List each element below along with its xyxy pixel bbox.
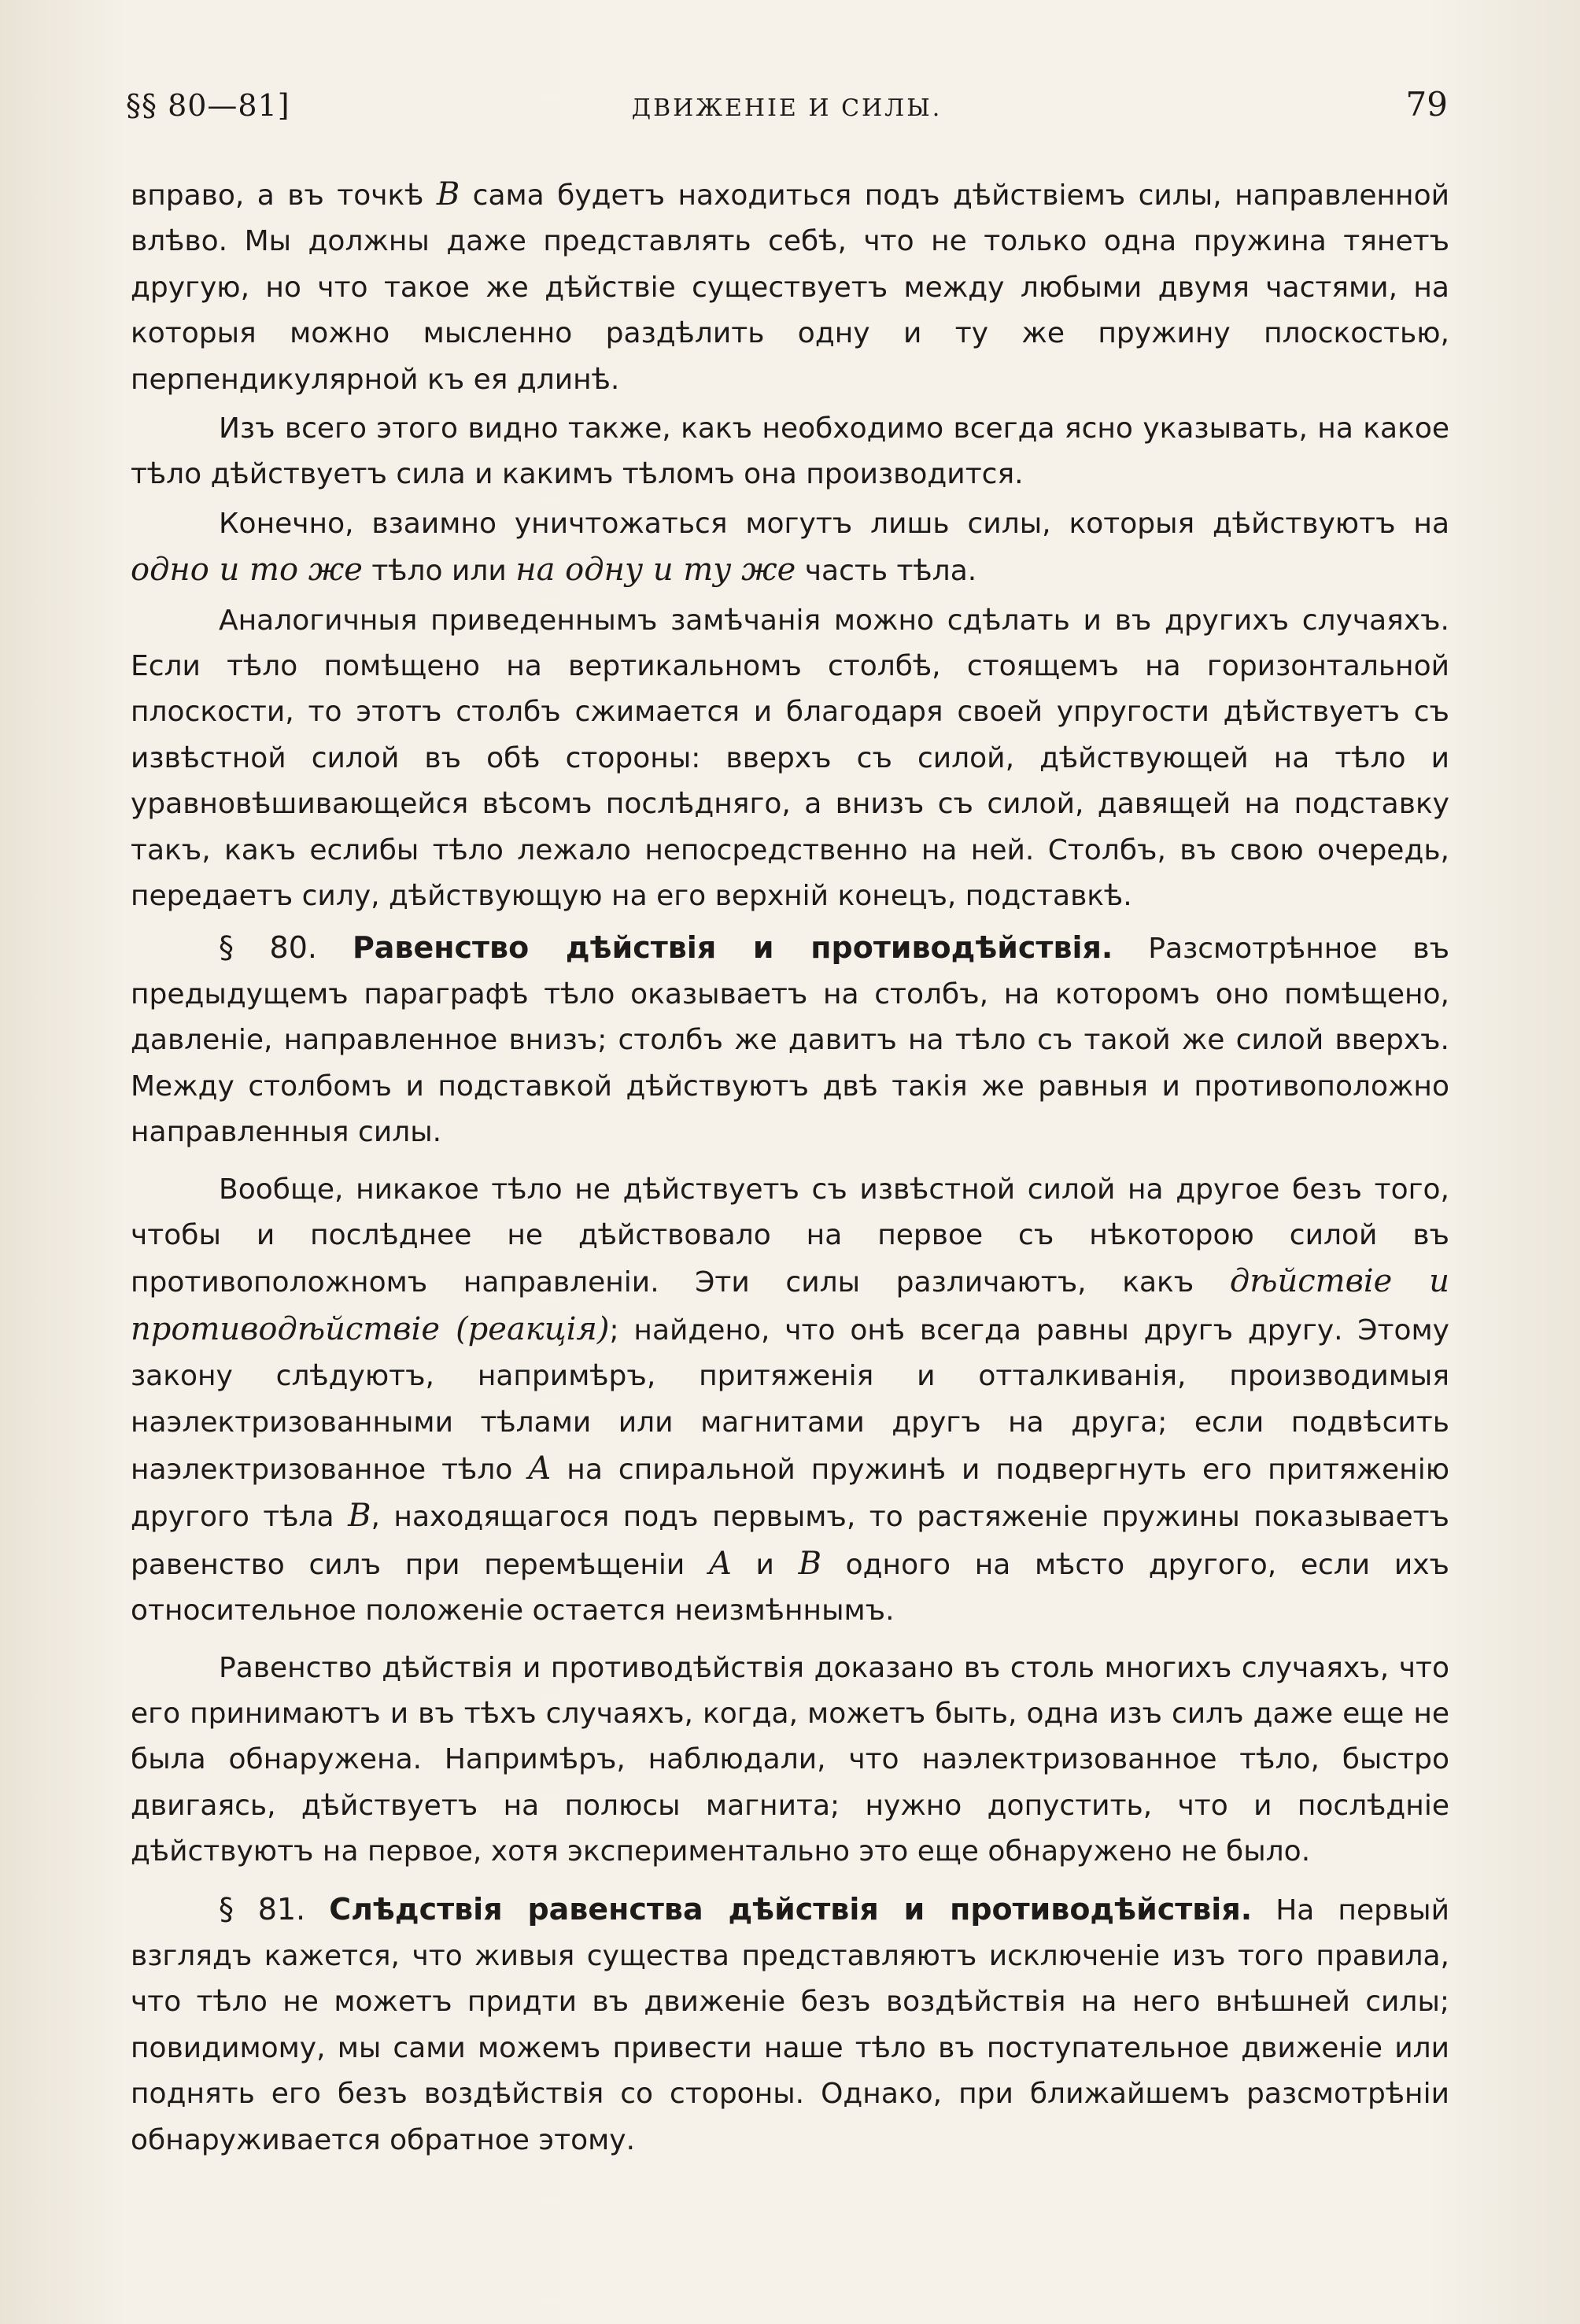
page-body (131, 172, 1449, 2163)
section-number: § 80. (219, 929, 317, 965)
chapter-title: ДВИЖЕНІЕ И СИЛЫ. (631, 94, 943, 122)
section-81: § 81. Слѣдствія равенства дѣйствія и противодѣйствія. На первый взглядъ кажется, что живыя существа представляютъ исключеніе изъ того правила, что тѣло не можетъ придти въ движеніе безъ воздѣйствія на него внѣшней силы; повидимому, мы сами можемъ привести наше тѣло въ поступательное движеніе или поднять его безъ воздѣйствія со стороны. Однако, при ближайшемъ разсмотрѣніи обнаруживается обратное этому. (131, 1891, 1449, 2156)
italic-phrase: дѣйствіе и противодѣйствіе (реакція) (131, 1263, 1449, 1347)
section-range: §§ 80—81] (126, 88, 290, 123)
section-80: § 80. Равенство дѣйствія и противодѣйствія. Разсмотрѣнное въ предыдущемъ параграфѣ тѣло оказываетъ на столбъ, на которомъ оно помѣщено, давленіе, направленное внизъ; столбъ же давитъ на тѣло съ такой же силой вверхъ. Между столбомъ и подставкой дѣйствуютъ двѣ такія же равныя и противоположно направленныя силы. (131, 929, 1450, 1149)
paragraph: Аналогичныя приведеннымъ замѣчанія можно сдѣлать и въ другихъ случаяхъ. Если тѣло помѣщено на вертикальномъ столбѣ, стоящемъ на горизонтальной плоскости, то этотъ столбъ сжимается и благодаря своей упругости дѣйствуетъ съ извѣстной силой въ обѣ стороны: вверхъ съ силой, дѣйствующей на тѣло и уравновѣшивающейся вѣсомъ послѣдняго, а внизъ съ силой, давящей на подставку такъ, какъ еслибы тѣло лежало непосредственно на ней. Столбъ, въ свою очередь, передаетъ силу, дѣйствующую на его верхній конецъ, подставкѣ. (131, 604, 1449, 913)
italic-phrase: одно и то же (131, 552, 363, 589)
paragraph-continuation: вправо, а въ точкѣ B сама будетъ находиться подъ дѣйствіемъ силы, направленной влѣво. Мы должны даже представлять себѣ, что не только одна пружина тянетъ другую, но что такое же дѣйствіе существуетъ между любыми двумя частями, на которыя можно мысленно раздѣлить одну и ту же пружину плоскостью, перпендикулярной къ ея длинѣ. (131, 176, 1449, 396)
section-number: § 81. (219, 1891, 306, 1927)
page-number: 79 (1405, 85, 1448, 124)
paragraph: Равенство дѣйствія и противодѣйствія доказано въ столь многихъ случаяхъ, что его принимаютъ и въ тѣхъ случаяхъ, когда, можетъ быть, одна изъ силъ даже еще не была обнаружена. Напримѣръ, наблюдали, что наэлектризованное тѣло, быстро двигаясь, дѣйствуетъ на полюсы магнита; нужно допустить, что и послѣдніе дѣйствуютъ на первое, хотя экспериментально это еще обнаружено не было. (131, 1651, 1449, 1868)
italic-letter: B (348, 1498, 371, 1535)
italic-letter: B (798, 1545, 821, 1582)
section-title: Слѣдствія равенства дѣйствія и противодѣйствія. (329, 1891, 1253, 1927)
paragraph: Вообще, никакое тѣло не дѣйствуетъ съ извѣстной силой на другое безъ того, чтобы и послѣднее не дѣйствовало на первое съ нѣкоторою силой въ противоположномъ направленіи. Эти силы различаютъ, какъ дѣйствіе и противодѣйствіе (реакція); найдено, что онѣ всегда равны другъ другу. Этому закону слѣдуютъ, напримѣръ, притяженія и отталкиванія, производимыя наэлектризованными тѣлами или магнитами другъ на друга; если подвѣсить наэлектризованное тѣло A на спиральной пружинѣ и подвергнуть его притяженію другого тѣла B, находящагося подъ первымъ, то растяженіе пружины показываетъ равенство силъ при перемѣщеніи A и B одного на мѣсто другого, если ихъ относительное положеніе остается неизмѣннымъ. (131, 1173, 1450, 1628)
section-title: Равенство дѣйствія и противодѣйствія. (352, 929, 1113, 965)
italic-letter: B (436, 176, 460, 212)
running-header (126, 85, 1448, 132)
paragraph: Конечно, взаимно уничтожаться могутъ лишь силы, которыя дѣйствуютъ на одно и то же тѣло или на одну и ту же часть тѣла. (131, 507, 1449, 589)
italic-phrase: на одну и ту же (515, 552, 796, 589)
italic-letter: A (528, 1450, 552, 1487)
paragraph: Изъ всего этого видно также, какъ необходимо всегда ясно указывать, на какое тѣло дѣйствуетъ сила и какимъ тѣломъ она производится. (131, 412, 1449, 491)
italic-letter: A (708, 1545, 732, 1582)
